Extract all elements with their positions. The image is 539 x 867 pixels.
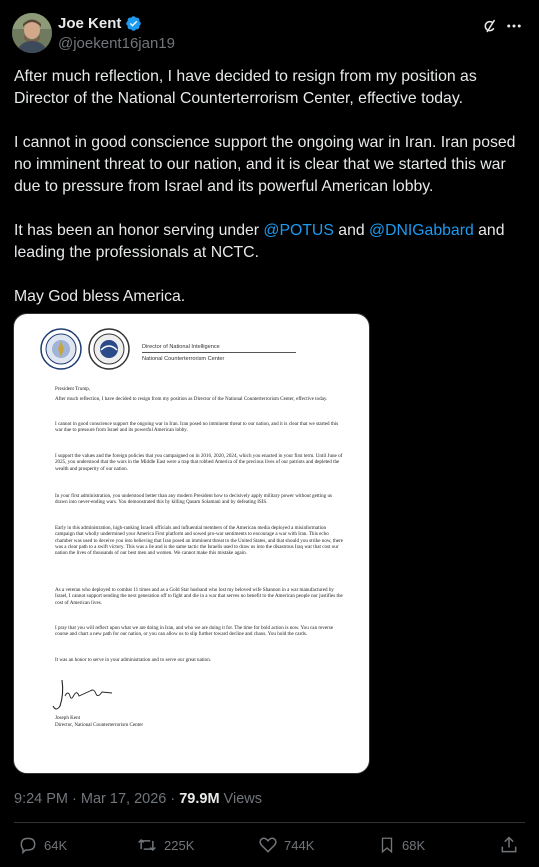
bookmark-button[interactable] [378,835,425,855]
handwritten-signature [50,676,120,714]
repost-icon [136,835,158,855]
repost-button[interactable] [136,835,194,855]
share-button[interactable] [499,835,519,855]
reply-button[interactable] [18,835,67,855]
mention-link[interactable]: @DNIGabbard [369,222,474,239]
like-count: 744K [284,837,315,853]
author-display-name[interactable]: Joe Kent [58,15,122,32]
reply-icon [18,835,38,855]
signer-name: Joseph Kent [55,715,81,721]
post-meta [14,791,262,807]
repost-count: 225K [164,837,195,853]
letter-paragraph: I support the values and the foreign policies that you campaigned on in 2016, 2020, 2024, which you enacted in your first term. Until June of 2025, you understood that the wars in the Middle East were a trap that robbed America of the precious lives of our patriots and depleted the wealth and prosperity of our nation. [55,453,343,472]
odni-seal-icon [40,328,82,370]
like-button[interactable] [258,835,314,855]
letter-paragraph: As a veteran who deployed to combat 11 times and as a Gold Star husband who lost my beloved wife Shannon in a war manufactured by Israel, I cannot support sending the next generation off to fight and die in a war that serves no benefit to the American people nor justifies the cost of American lives. [55,587,343,606]
mention-link[interactable]: @POTUS [263,222,334,239]
letter-paragraph: I pray that you will reflect upon what we are doing in Iran, and who we are doing it for. The time for bold action is now. You can reverse course and chart a new path for our nation, or you can allow us to slip further toward decline and chaos. You hold the cards. [55,625,334,638]
reply-count: 64K [44,837,68,853]
views-label: Views [219,791,262,807]
post-paragraph [14,66,524,110]
post-paragraph [14,286,524,308]
letterhead-rule [142,352,296,353]
post-text [14,66,524,330]
post-text-segment: I cannot in good conscience support the ongoing war in Iran. Iran posed no imminent threat to our nation, and it is clear that we started this war due to pressure from Israel and its powerful American lobby. [14,134,516,195]
letter-paragraph: Early in this administration, high-ranking Israeli officials and influential members of the American media deployed a misinformation campaign that wholly undermined your America First platform and sowed pro-war sentiments to encourage a war with Iran. This echo chamber was used to deceive you into believing that Iran posed an imminent threat to the United States, and that should you strike now, there was a clear path to a swift victory. This was a lie and is the same tactic the Israelis used to draw us into the disastrous Iraq war that cost our nation the lives of thousands of our best men and women. We cannot make this mistake again. [55,525,343,557]
author-handle[interactable]: @joekent16jan19 [58,35,175,52]
bookmark-icon [378,835,396,855]
post-timestamp[interactable]: 9:24 PM · Mar 17, 2026 · [14,791,180,807]
more-icon[interactable] [504,16,524,36]
letter-paragraph: In your first administration, you understood better than any modern President how to decisively apply military power without getting us drawn into never-ending wars. You demonstrated this by killing Qasam Solamani and by defeating ISIS. [55,493,332,506]
letter-paragraph: After much reflection, I have decided to resign from my position as Director of the National Counterterrorism Center, effective today. [55,396,328,402]
verified-badge-icon [125,15,142,32]
share-icon [499,835,519,855]
post-text-segment: It has been an honor serving under [14,222,264,239]
post-paragraph [14,220,524,264]
attached-letter-image[interactable] [13,313,370,774]
like-icon [258,835,278,855]
action-bar [0,832,539,860]
letterhead [142,343,224,363]
avatar[interactable] [12,13,52,53]
post-text-segment: and leading the professionals at NCTC. [14,222,505,261]
grok-icon[interactable] [480,16,500,36]
letterhead-line-1: Director of National Intelligence [142,344,220,350]
resignation-letter [14,314,370,774]
bookmark-count: 68K [402,837,426,853]
letter-paragraph: It was an honor to serve in your administration and to serve our great nation. [55,657,212,663]
post-text-segment: May God bless America. [14,288,186,305]
post-text-segment: After much reflection, I have decided to resign from my position as Director of the National Counterterrorism Center, effective today. [14,68,477,107]
views-count: 79.9M [179,791,220,807]
letter-paragraph: I cannot in good conscience support the ongoing war in Iran. Iran posed no imminent threat to our nation, and it is clear that we started this war due to pressure from Israel and its powerful American lobby. [55,421,339,434]
post-paragraph [14,132,524,198]
actions-divider [14,822,525,823]
post-text-segment: and [333,222,370,239]
nctc-seal-icon [88,328,130,370]
letter-salutation: President Trump, [55,386,91,392]
letterhead-line-2: National Counterterrorism Center [142,356,225,362]
signer-title: Director, National Counterterrorism Center [55,722,144,728]
post-header [0,0,539,60]
